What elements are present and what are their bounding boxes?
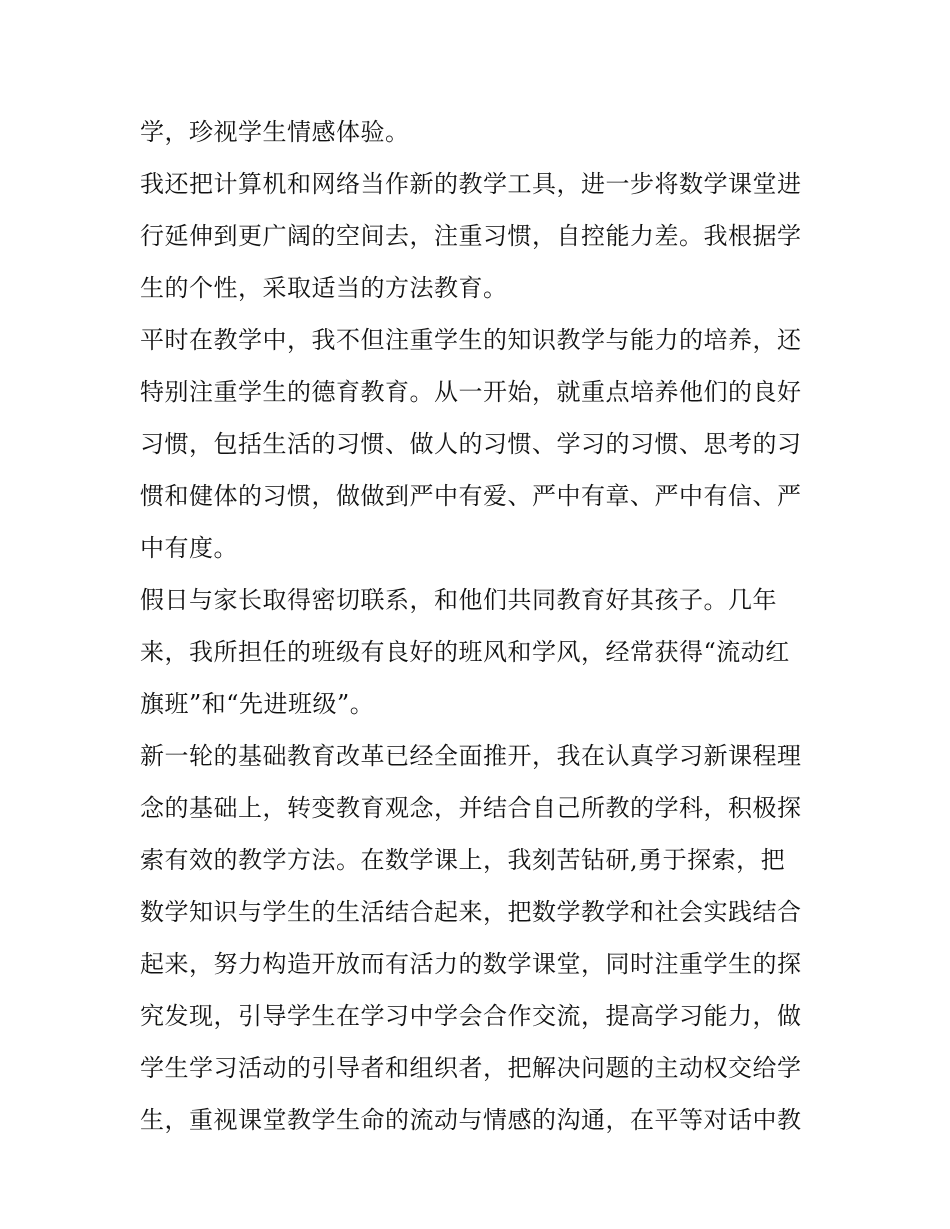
text-line: 学，珍视学生情感体验。 <box>140 118 410 146</box>
text-line: 假日与家长取得密切联系，和他们共同教育好其孩子。几年 <box>140 586 777 614</box>
text-line: 行延伸到更广阔的空间去，注重习惯，自控能力差。我根据学 <box>140 222 802 250</box>
text-line: 惯和健体的习惯，做做到严中有爱、严中有章、严中有信、严 <box>140 482 802 510</box>
text-line: 数学知识与学生的生活结合起来，把数学教学和社会实践结合 <box>140 898 802 926</box>
text-line: 念的基础上，转变教育观念，并结合自己所教的学科，积极探 <box>140 794 802 822</box>
text-line: 学生学习活动的引导者和组织者，把解决问题的主动权交给学 <box>140 1054 802 1082</box>
text-line: 生的个性，采取适当的方法教育。 <box>140 274 508 302</box>
text-line: 来，我所担任的班级有良好的班风和学风，经常获得“流动红 <box>140 638 790 666</box>
text-line: 新一轮的基础教育改革已经全面推开，我在认真学习新课程理 <box>140 742 802 770</box>
text-line: 特别注重学生的德育教育。从一开始，就重点培养他们的良好 <box>140 378 802 406</box>
text-line: 究发现，引导学生在学习中学会合作交流，提高学习能力，做 <box>140 1002 802 1030</box>
text-line: 生，重视课堂教学生命的流动与情感的沟通，在平等对话中教 <box>140 1106 802 1134</box>
text-line: 索有效的教学方法。在数学课上，我刻苦钻研,勇于探索，把 <box>140 846 786 874</box>
document-body <box>140 106 830 1146</box>
text-line: 平时在教学中，我不但注重学生的知识教学与能力的培养，还 <box>140 326 802 354</box>
text-line: 起来，努力构造开放而有活力的数学课堂，同时注重学生的探 <box>140 950 802 978</box>
text-line: 中有度。 <box>140 534 238 562</box>
text-line: 我还把计算机和网络当作新的教学工具，进一步将数学课堂进 <box>140 170 802 198</box>
text-line: 旗班”和“先进班级”。 <box>140 690 375 718</box>
text-line: 习惯，包括生活的习惯、做人的习惯、学习的习惯、思考的习 <box>140 430 802 458</box>
